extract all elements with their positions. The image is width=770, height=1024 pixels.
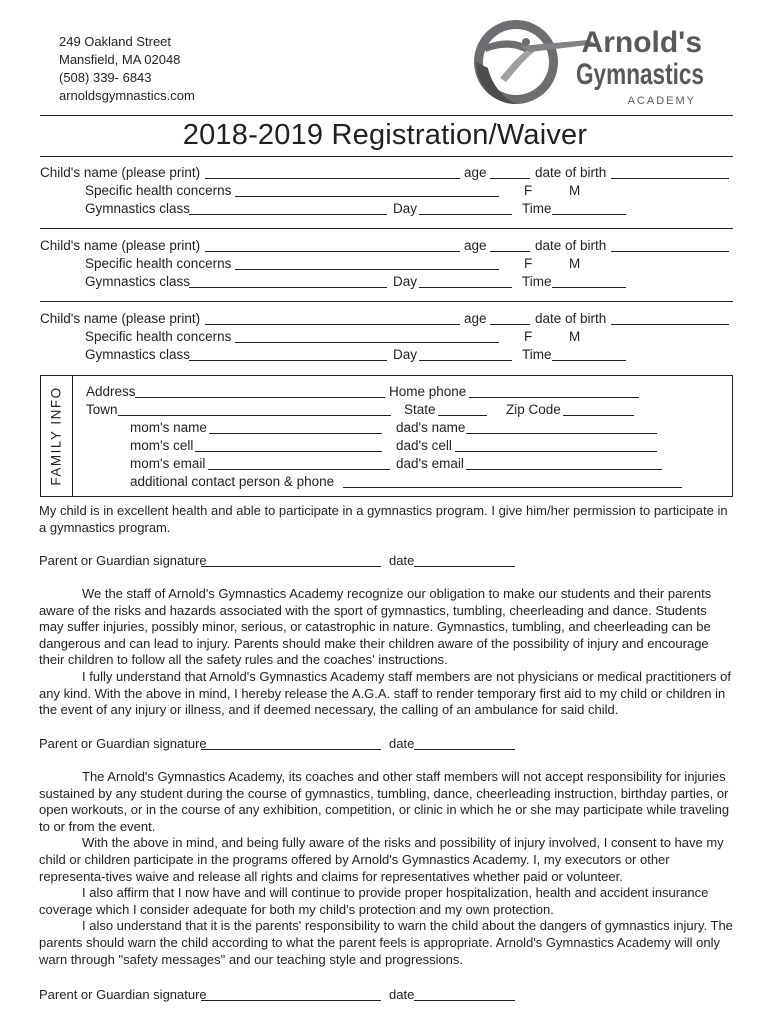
logo-line3: ACADEMY xyxy=(627,95,696,107)
health-label: Specific health concerns xyxy=(85,256,232,271)
child-name-field[interactable] xyxy=(205,178,460,179)
waiver-paragraph: I also understand that it is the parents' responsibility to warn the child about the dangers of gymnastics injury. The parents should warn the child according to what the parent feels is appropriate. Arnold's Gymnastics Academy will only warn through "safety messages" and our teaching style and progressions. xyxy=(39,918,733,967)
signature-field-2[interactable] xyxy=(201,749,381,750)
class-field[interactable] xyxy=(189,287,387,288)
dob-label: date of birth xyxy=(535,238,607,253)
female-option[interactable]: F xyxy=(524,329,533,344)
phone-number: (508) 339- 6843 xyxy=(59,70,152,85)
additional-contact-field[interactable] xyxy=(343,487,682,488)
class-label: Gymnastics class xyxy=(85,274,191,289)
health-field[interactable] xyxy=(235,269,499,270)
time-field[interactable] xyxy=(552,214,626,215)
age-label: age xyxy=(464,311,487,326)
male-option[interactable]: M xyxy=(569,256,581,271)
health-statement-text: My child is in excellent health and able to participate in a gymnastics program. I give him/her permission to participate in a gymnastics program. xyxy=(39,503,728,535)
zip-field[interactable] xyxy=(563,415,634,416)
dad-cell-label: dad's cell xyxy=(396,438,452,453)
mom-name-field[interactable] xyxy=(209,433,382,434)
health-field[interactable] xyxy=(235,342,499,343)
signature-date-field-1[interactable] xyxy=(414,566,515,567)
signature-date-label: date xyxy=(389,553,415,568)
family-info-label: FAMILY INFO xyxy=(48,386,64,486)
dob-field[interactable] xyxy=(611,251,729,252)
child-name-label: Child's name (please print) xyxy=(40,165,201,180)
day-label: Day xyxy=(393,347,418,362)
signature-date-label: date xyxy=(389,736,415,751)
dob-label: date of birth xyxy=(535,311,607,326)
mom-cell-label: mom's cell xyxy=(130,438,194,453)
signature-date-field-3[interactable] xyxy=(414,1000,515,1001)
home-phone-field[interactable] xyxy=(469,397,639,398)
age-field[interactable] xyxy=(490,178,530,179)
waiver-section-1 xyxy=(39,586,733,719)
class-label: Gymnastics class xyxy=(85,201,191,216)
mom-email-label: mom's email xyxy=(130,456,206,471)
time-field[interactable] xyxy=(552,287,626,288)
child-divider-1 xyxy=(40,228,733,229)
additional-contact-label: additional contact person & phone xyxy=(130,474,335,489)
time-label: Time xyxy=(522,274,552,289)
town-label: Town xyxy=(86,402,118,417)
dob-field[interactable] xyxy=(611,178,729,179)
day-label: Day xyxy=(393,274,418,289)
child-name-field[interactable] xyxy=(205,324,460,325)
mom-name-label: mom's name xyxy=(130,420,207,435)
title-bottom-rule xyxy=(40,156,733,157)
class-label: Gymnastics class xyxy=(85,347,191,362)
state-label: State xyxy=(404,402,436,417)
class-field[interactable] xyxy=(189,214,387,215)
academy-logo xyxy=(470,16,710,110)
class-field[interactable] xyxy=(189,360,387,361)
female-option[interactable]: F xyxy=(524,256,533,271)
waiver-section-2 xyxy=(39,769,733,968)
child-name-field[interactable] xyxy=(205,251,460,252)
day-label: Day xyxy=(393,201,418,216)
dad-email-field[interactable] xyxy=(466,469,662,470)
logo-line2: Gymnastics xyxy=(576,58,704,91)
mom-cell-field[interactable] xyxy=(195,451,382,452)
page-title: 2018-2019 Registration/Waiver xyxy=(182,119,588,151)
dad-name-label: dad's name xyxy=(396,420,466,435)
child-divider-2 xyxy=(40,301,733,302)
dob-label: date of birth xyxy=(535,165,607,180)
health-label: Specific health concerns xyxy=(85,329,232,344)
age-field[interactable] xyxy=(490,251,530,252)
logo-line1: Arnold's xyxy=(581,26,702,59)
time-field[interactable] xyxy=(552,360,626,361)
signature-field-1[interactable] xyxy=(201,566,381,567)
day-field[interactable] xyxy=(419,287,512,288)
day-field[interactable] xyxy=(419,214,512,215)
dad-cell-field[interactable] xyxy=(455,451,657,452)
signature-label: Parent or Guardian signature xyxy=(39,736,207,751)
male-option[interactable]: M xyxy=(569,329,581,344)
waiver-paragraph: The Arnold's Gymnastics Academy, its coaches and other staff members will not accept responsibility for injuries sustained by any student during the course of gymnastics, tumbling, dance, cheerleading instruction, birthday parties, or open workouts, or in the course of any exhibition, competition, or clinic in which he or she may participate while traveling to or from the event. xyxy=(39,769,730,834)
address-label: Address xyxy=(86,384,136,399)
signature-date-label: date xyxy=(389,987,415,1002)
mom-email-field[interactable] xyxy=(208,469,390,470)
family-info-divider xyxy=(72,375,73,497)
day-field[interactable] xyxy=(419,360,512,361)
child-name-label: Child's name (please print) xyxy=(40,238,201,253)
female-option[interactable]: F xyxy=(524,183,533,198)
male-option[interactable]: M xyxy=(569,183,581,198)
dob-field[interactable] xyxy=(611,324,729,325)
age-label: age xyxy=(464,165,487,180)
address-field[interactable] xyxy=(135,397,385,398)
signature-label: Parent or Guardian signature xyxy=(39,987,207,1002)
time-label: Time xyxy=(522,347,552,362)
age-field[interactable] xyxy=(490,324,530,325)
dad-email-label: dad's email xyxy=(396,456,464,471)
child-name-label: Child's name (please print) xyxy=(40,311,201,326)
signature-label: Parent or Guardian signature xyxy=(39,553,207,568)
home-phone-label: Home phone xyxy=(389,384,467,399)
waiver-paragraph: We the staff of Arnold's Gymnastics Academy recognize our obligation to make our students and their parents aware of the risks and hazards associated with the sport of gymnastics, tumbling, cheerleading and dance. Students may suffer injuries, possibly minor, serious, or catastrophic in nature. Gymnastics, tumbling, and cheerleading can be dangerous and can lead to injury. Parents should make their children aware of the possibility of injury and encourage their children to follow all the safety rules and the coaches' instructions. xyxy=(39,586,712,668)
street-address: 249 Oakland Street xyxy=(59,34,172,49)
dad-name-field[interactable] xyxy=(466,433,657,434)
zip-label: Zip Code xyxy=(506,402,561,417)
waiver-paragraph: With the above in mind, and being fully aware of the risks and possibility of injury involved, I consent to have my child or children participate in the programs offered by Arnold's Gymnastics Academy. I, my executors or other representa-tives waive and release all rights and claims for representatives whether paid or volunteer. xyxy=(39,835,724,884)
health-field[interactable] xyxy=(235,196,499,197)
signature-date-field-2[interactable] xyxy=(414,749,515,750)
waiver-paragraph: I fully understand that Arnold's Gymnastics Academy staff members are not physicians or medical practitioners of any kind. With the above in mind, I hereby release the A.G.A. staff to render temporary first aid to my child or children in the event of any injury or illness, and if deemed necessary, the calling of an ambulance for said child. xyxy=(39,668,731,718)
town-field[interactable] xyxy=(118,415,391,416)
gymnast-swirl-icon xyxy=(470,16,710,110)
time-label: Time xyxy=(522,201,552,216)
website: arnoldsgymnastics.com xyxy=(59,88,195,103)
health-label: Specific health concerns xyxy=(85,183,232,198)
city-state-zip: Mansfield, MA 02048 xyxy=(59,52,181,67)
waiver-paragraph: I also affirm that I now have and will continue to provide proper hospitalization, health and accident insurance coverage which I consider adequate for both my child's protection and my own protection. xyxy=(39,885,709,917)
signature-field-3[interactable] xyxy=(201,1000,381,1001)
state-field[interactable] xyxy=(438,415,487,416)
health-statement xyxy=(39,503,733,536)
age-label: age xyxy=(464,238,487,253)
title-top-rule xyxy=(40,115,733,116)
